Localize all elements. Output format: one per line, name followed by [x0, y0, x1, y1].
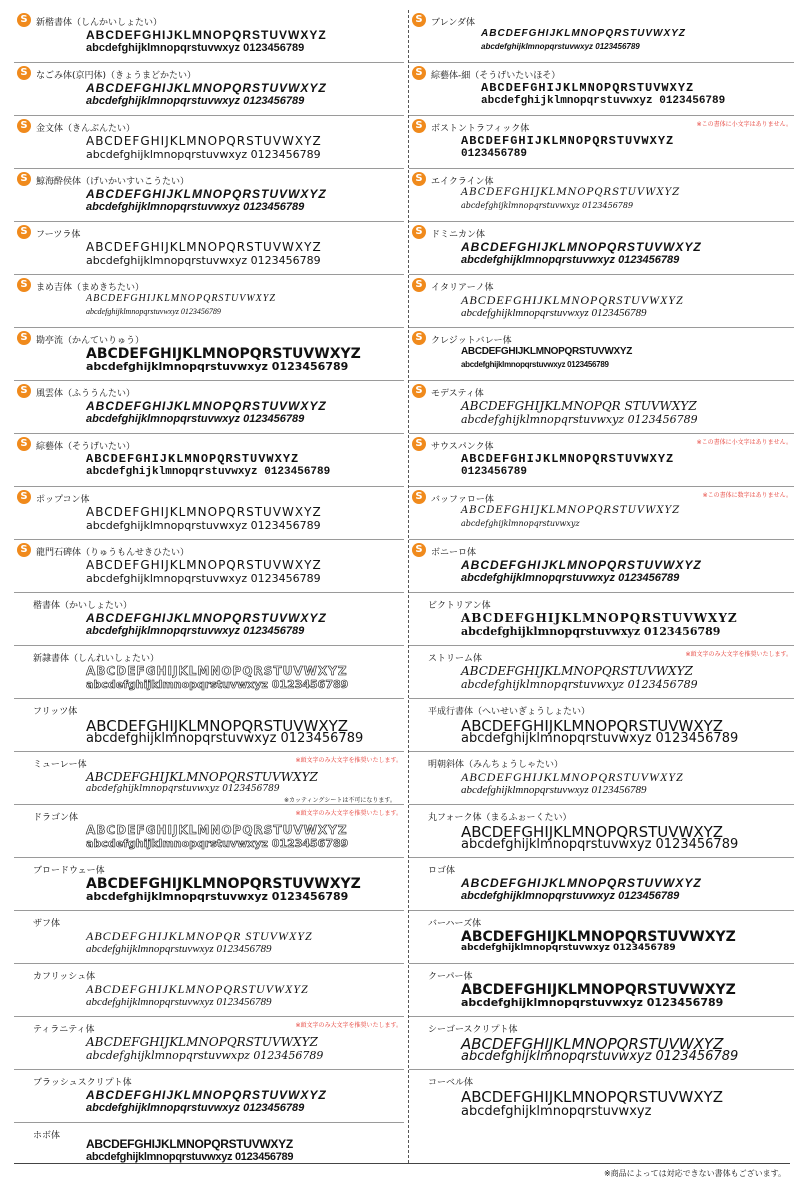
recommendation-note: ※頭文字のみ大文字を推奨いたします。: [685, 651, 792, 658]
font-name: ビクトリアン体: [428, 601, 491, 611]
font-sample-lower: abcdefghijklmnopqrstuvwxyz 0123456789: [86, 201, 305, 213]
font-sample-upper: ABCDEFGHIJKLMNOPQR STUVWXYZ: [461, 399, 697, 413]
font-row: [14, 1017, 404, 1070]
font-row: [409, 1017, 794, 1070]
font-sample-lower: abcdefghijklmnopqrstuvwxyz 0123456789: [461, 731, 739, 746]
font-sample-lower: abcdefghijklmnopqrstuvwxyz 0123456789: [86, 1102, 305, 1114]
font-name: 風雲体（ふううんたい）: [36, 389, 136, 399]
font-sample-lower: abcdefghijklmnopqrstuvwxpz 0123456789: [86, 1049, 324, 1062]
s-badge-icon: S: [17, 543, 31, 557]
font-row: [409, 116, 794, 169]
font-sample-upper: ABCDEFGHIJKLMNOPQRSTUVWXYZ: [86, 664, 348, 678]
font-row: [409, 169, 794, 222]
font-sample-lower: abcdefghijklmnopqrstuvwxyz 0123456789: [461, 625, 721, 638]
font-sample-lower: abcdefghijklmnopqrstuvwxyz 0123456789: [481, 95, 726, 107]
s-badge-icon: S: [17, 225, 31, 239]
font-sample-lower: abcdefghijklmnopqrstuvwxyz 0123456789: [461, 837, 739, 852]
font-sample-lower: abcdefghijklmnopqrstuvwxyz 0123456789: [461, 254, 680, 266]
s-badge-icon: S: [17, 331, 31, 345]
font-sample-lower: abcdefghijklmnopqrstuvwxyz 0123456789: [86, 784, 280, 794]
font-sample-lower: abcdefghijklmnopqrstuvwxyz 0123456789: [86, 254, 321, 267]
font-sample-lower: abcdefghijklmnopqrstuvwxyz 0123456789: [86, 678, 349, 691]
font-sample-upper: ABCDEFGHIJKLMNOPQRSTUVWXYZ: [481, 81, 695, 95]
font-row: [409, 1070, 794, 1122]
font-name: モデスティ体: [431, 389, 484, 399]
recommendation-note: ※頭文字のみ大文字を推奨いたします。: [295, 810, 402, 817]
font-row: [409, 593, 794, 646]
bottom-rule: [14, 1163, 790, 1164]
font-name: エイクライン体: [431, 177, 494, 187]
font-sample-lower: 0123456789: [461, 148, 528, 160]
font-sample-sheet: [14, 10, 794, 1163]
font-sample-lower: abcdefghijklmnopqrstuvwxyz 0123456789: [86, 943, 272, 955]
font-sample-upper: ABCDEFGHIJKLMNOPQRSTUVWXYZ: [461, 876, 702, 890]
font-row: [409, 222, 794, 275]
font-sample-lower: abcdefghijklmnopqrstuvwxyz 0123456789: [86, 42, 305, 54]
font-sample-lower: 0123456789: [461, 466, 528, 478]
font-row: [409, 434, 794, 487]
font-row: [409, 805, 794, 858]
no-lowercase-note: ※この書体に小文字はありません。: [696, 439, 792, 446]
font-row: [409, 328, 794, 381]
s-badge-icon: S: [412, 225, 426, 239]
font-sample-upper: ABCDEFGHIJKLMNOPQRSTUVWXYZ: [461, 293, 684, 307]
font-sample-upper: ABCDEFGHIJKLMNOPQRSTUVWXYZ: [86, 611, 327, 625]
font-row: [409, 275, 794, 328]
s-badge-icon: S: [17, 119, 31, 133]
font-sample-upper: ABCDEFGHIJKLMNOPQRSTUVWXYZ: [86, 81, 327, 95]
font-row: [409, 858, 794, 911]
font-sample-lower: abcdefghijklmnopqrstuvwxyz 0123456789: [86, 996, 272, 1008]
font-sample-lower: abcdefghijklmnopqrstuvwxyz 0123456789: [86, 360, 349, 373]
font-sample-upper: ABCDEFGHIJKLMNOPQRSTUVWXYZ: [461, 452, 675, 466]
font-sample-upper: ABCDEFGHIJKLMNOPQRSTUVWXYZ: [86, 187, 327, 201]
font-sample-upper: ABCDEFGHIJKLMNOPQRSTUVWXYZ: [86, 982, 309, 996]
font-row: [14, 434, 404, 487]
font-row: [14, 593, 404, 646]
font-name: 明朝斜体（みんちょうしゃたい）: [428, 760, 564, 770]
font-name: バーハーズ体: [428, 919, 482, 929]
font-row: [14, 911, 404, 964]
font-name: バッファロー体: [431, 495, 494, 505]
font-sample-lower: abcdefghijklmnopqrstuvwxyz 0123456789: [86, 148, 321, 161]
font-row: [14, 752, 404, 805]
font-sample-lower: abcdefghijklmnopqrstuvwxyz 0123456789: [461, 413, 698, 426]
recommendation-note: ※頭文字のみ大文字を推奨いたします。: [295, 757, 402, 764]
font-sample-lower: abcdefghijklmnopqrstuvwxyz 0123456789: [461, 572, 680, 584]
font-name: 楷書体（かいしょたい）: [33, 601, 133, 611]
font-row: [409, 540, 794, 593]
s-badge-icon: S: [17, 384, 31, 398]
font-sample-upper: ABCDEFGHIJKLMNOPQRSTUVWXYZ: [86, 346, 361, 362]
font-name: サウスパンク体: [431, 442, 494, 452]
font-row: [14, 964, 404, 1017]
s-badge-icon: S: [17, 172, 31, 186]
font-name: 勘亭流（かんていりゅう）: [36, 336, 145, 346]
font-name: フーツラ体: [36, 230, 81, 240]
font-row: [14, 328, 404, 381]
font-name: ティラニティ体: [33, 1025, 95, 1035]
font-name: シーゴースクリプト体: [428, 1025, 518, 1035]
font-sample-lower: abcdefghijklmnopqrstuvwxyz 0123456789: [461, 307, 647, 319]
font-row: [14, 699, 404, 752]
font-row: [409, 63, 794, 116]
s-badge-icon: S: [17, 437, 31, 451]
font-row: [409, 699, 794, 752]
font-sample-lower: abcdefghijklmnopqrstuvwxyz 0123456789: [86, 466, 331, 478]
font-sample-upper: ABCDEFGHIJKLMNOPQRSTUVWXYZ: [461, 929, 736, 945]
font-name: コーベル体: [428, 1078, 474, 1088]
font-sample-upper: ABCDEFGHIJKLMNOPQRSTUVWXYZ: [481, 28, 686, 39]
font-sample-upper: ABCDEFGHIJKLMNOPQRSTUVWXYZ: [461, 505, 681, 516]
font-sample-lower: abcdefghijklmnopqrstuvwxyz 0123456789: [86, 307, 221, 316]
s-badge-icon: S: [412, 66, 426, 80]
font-sample-upper: ABCDEFGHIJKLMNOPQRSTUVWXYZ: [86, 1035, 318, 1049]
s-badge-icon: S: [412, 278, 426, 292]
font-name: ストリーム体: [428, 654, 483, 664]
font-name: まめ吉体（まめきちたい）: [36, 283, 145, 293]
font-name: 新隷書体（しんれいしょたい）: [33, 654, 160, 664]
font-sample-upper: ABCDEFGHIJKLMNOPQRSTUVWXYZ: [86, 823, 348, 837]
font-name: カフリッシュ体: [33, 972, 96, 982]
font-name: ロゴ体: [428, 866, 456, 876]
font-sample-upper: ABCDEFGHIJKLMNOPQRSTUVWXYZ: [461, 611, 738, 625]
s-badge-icon: S: [412, 490, 426, 504]
footer-note: ※商品によっては対応できない書体もございます。: [603, 1169, 786, 1178]
font-row: [14, 540, 404, 593]
font-sample-lower: abcdefghijklmnopqrstuvwxyz 0123456789: [86, 519, 321, 532]
font-name: なごみ体(京円体)（きょうまどかたい）: [36, 71, 197, 81]
font-row: [409, 10, 794, 63]
font-name: 綜藝体（そうげいたい）: [36, 442, 136, 452]
font-sample-upper: ABCDEFGHIJKLMNOPQRSTUVWXYZ: [461, 664, 693, 678]
font-row: [14, 1123, 404, 1163]
font-name: 平成行書体（へいせいぎょうしょたい）: [428, 707, 591, 717]
font-sample-upper: ABCDEFGHIJKLMNOPQRSTUVWXYZ: [461, 982, 736, 998]
font-name: 丸フォーク体（まるふぉーくたい）: [428, 813, 572, 823]
font-row: [14, 805, 404, 858]
font-row: [14, 222, 404, 275]
font-row: [14, 275, 404, 328]
s-badge-icon: S: [412, 331, 426, 345]
font-name: 新楷書体（しんかいしょたい）: [36, 18, 163, 28]
font-sample-upper: ABCDEFGHIJKLMNOPQRSTUVWXYZ: [86, 717, 349, 735]
font-sample-lower: abcdefghijklmnopqrstuvwxyz 0123456789: [461, 678, 698, 691]
font-row: [14, 1070, 404, 1123]
font-sample-lower: abcdefghijklmnopqrstuvwxyz 0123456789: [86, 413, 305, 425]
font-sample-upper: ABCDEFGHIJKLMNOPQRSTUVWXYZ: [86, 1088, 327, 1102]
font-sample-upper: ABCDEFGHIJKLMNOPQRSTUVWXYZ: [86, 1137, 293, 1151]
font-sample-lower: abcdefghijklmnopqrstuvwxyz 0123456789: [461, 1049, 739, 1064]
font-row: [409, 487, 794, 540]
font-row: [14, 381, 404, 434]
font-sample-lower: abcdefghijklmnopqrstuvwxyz 0123456789: [86, 572, 321, 585]
font-row: [14, 10, 404, 63]
s-badge-icon: S: [412, 172, 426, 186]
font-row: [14, 858, 404, 911]
font-sample-upper: ABCDEFGHIJKLMNOPQRSTUVWXYZ: [86, 293, 276, 304]
font-row: [409, 381, 794, 434]
font-row: [14, 487, 404, 540]
font-row: [14, 63, 404, 116]
no-numbers-note: ※この書体に数字はありません。: [702, 492, 792, 499]
font-sample-lower: abcdefghijklmnopqrstuvwxyz 0123456789: [481, 42, 640, 51]
font-row: [14, 169, 404, 222]
font-row: [14, 116, 404, 169]
font-sample-lower: abcdefghijklmnopqrstuvwxyz 0123456789: [461, 890, 680, 902]
font-name: ブロードウェー体: [33, 866, 105, 876]
font-row: [409, 911, 794, 964]
font-name: ブラッシュスクリプト体: [33, 1078, 132, 1088]
font-sample-upper: ABCDEFGHIJKLMNOPQRSTUVWXYZ: [86, 452, 300, 466]
font-sample-lower: abcdefghijklmnopqrstuvwxyz 0123456789: [461, 360, 609, 369]
font-sample-lower: abcdefghijklmnopqrstuvwxyz 0123456789: [86, 1151, 294, 1163]
font-sample-upper: ABCDEFGHIJKLMNOPQR STUVWXYZ: [86, 929, 313, 943]
font-sample-upper: ABCDEFGHIJKLMNOPQRSTUVWXYZ: [86, 28, 327, 42]
font-sample-lower: abcdefghijklmnopqrstuvwxyz 0123456789: [461, 943, 676, 953]
font-sample-lower: abcdefghijklmnopqrstuvwxyz 0123456789: [461, 996, 724, 1009]
font-sample-upper: ABCDEFGHIJKLMNOPQRSTUVWXYZ: [461, 1035, 724, 1053]
font-name: ドミニカン体: [431, 230, 486, 240]
font-sample-upper: ABCDEFGHIJKLMNOPQRSTUVWXYZ: [461, 558, 702, 572]
font-sample-upper: ABCDEFGHIJKLMNOPQRSTUVWXYZ: [461, 240, 702, 254]
font-sample-lower: abcdefghijklmnopqrstuvwxyz 0123456789: [86, 625, 305, 637]
font-name: ミューレー体: [33, 760, 87, 770]
s-badge-icon: S: [412, 13, 426, 27]
font-name: 鯨海酔侯体（げいかいすいこうたい）: [36, 177, 190, 187]
font-name: 龍門石碑体（りゅうもんせきひたい）: [36, 548, 190, 558]
font-name: ポップコン体: [36, 495, 90, 505]
s-badge-icon: S: [412, 384, 426, 398]
cutting-sheet-note: ※カッティングシートは不可になります。: [284, 797, 396, 804]
font-sample-lower: abcdefghijklmnopqrstuvwxyz 0123456789: [461, 201, 634, 210]
font-name: イタリアーノ体: [431, 283, 494, 293]
font-sample-upper: ABCDEFGHIJKLMNOPQRSTUVWXYZ: [86, 134, 322, 148]
font-sample-upper: ABCDEFGHIJKLMNOPQRSTUVWXYZ: [461, 717, 724, 735]
font-sample-upper: ABCDEFGHIJKLMNOPQRSTUVWXYZ: [461, 770, 684, 784]
s-badge-icon: S: [17, 490, 31, 504]
font-sample-upper: ABCDEFGHIJKLMNOPQRSTUVWXYZ: [86, 240, 322, 254]
font-sample-upper: ABCDEFGHIJKLMNOPQRSTUVWXYZ: [86, 876, 361, 892]
font-sample-upper: ABCDEFGHIJKLMNOPQRSTUVWXYZ: [86, 505, 322, 519]
font-name: ブレンダ体: [431, 18, 476, 28]
font-sample-lower: abcdefghijklmnopqrstuvwxyz: [461, 519, 580, 528]
s-badge-icon: S: [412, 543, 426, 557]
font-row: [409, 752, 794, 805]
s-badge-icon: S: [412, 437, 426, 451]
font-sample-upper: ABCDEFGHIJKLMNOPQRSTUVWXYZ: [86, 770, 318, 784]
font-sample-lower: abcdefghijklmnopqrstuvwxyz 0123456789: [86, 837, 349, 850]
font-name: 綜藝体-細（そうげいたいほそ）: [431, 71, 561, 81]
s-badge-icon: S: [412, 119, 426, 133]
font-name: クレジットバレー体: [431, 336, 512, 346]
font-name: フリッツ体: [33, 707, 78, 717]
no-lowercase-note: ※この書体に小文字はありません。: [696, 121, 792, 128]
font-name: 金文体（きんぶんたい）: [36, 124, 136, 134]
font-name: ボストントラフィック体: [431, 124, 530, 134]
font-sample-upper: ABCDEFGHIJKLMNOPQRSTUVWXYZ: [461, 346, 633, 357]
recommendation-note: ※頭文字のみ大文字を推奨いたします。: [295, 1022, 402, 1029]
font-sample-lower: abcdefghijklmnopqrstuvwxyz 0123456789: [86, 890, 349, 903]
font-row: [14, 646, 404, 699]
font-sample-upper: ABCDEFGHIJKLMNOPQRSTUVWXYZ: [86, 399, 327, 413]
font-name: ホボ体: [33, 1131, 61, 1141]
font-sample-upper: ABCDEFGHIJKLMNOPQRSTUVWXYZ: [461, 1088, 724, 1106]
font-sample-upper: ABCDEFGHIJKLMNOPQRSTUVWXYZ: [461, 187, 681, 198]
font-row: [409, 964, 794, 1017]
font-sample-lower: abcdefghijklmnopqrstuvwxyz: [461, 1104, 652, 1119]
font-sample-upper: ABCDEFGHIJKLMNOPQRSTUVWXYZ: [461, 823, 724, 841]
font-sample-upper: ABCDEFGHIJKLMNOPQRSTUVWXYZ: [461, 134, 675, 148]
s-badge-icon: S: [17, 13, 31, 27]
font-row: [409, 646, 794, 699]
s-badge-icon: S: [17, 278, 31, 292]
font-sample-lower: abcdefghijklmnopqrstuvwxyz 0123456789: [461, 784, 647, 796]
font-name: クーパー体: [428, 972, 473, 982]
font-sample-lower: abcdefghijklmnopqrstuvwxyz 0123456789: [86, 731, 364, 746]
s-badge-icon: S: [17, 66, 31, 80]
font-name: ドラゴン体: [33, 813, 79, 823]
font-sample-upper: ABCDEFGHIJKLMNOPQRSTUVWXYZ: [86, 558, 322, 572]
font-name: ボニーロ体: [431, 548, 477, 558]
font-sample-lower: abcdefghijklmnopqrstuvwxyz 0123456789: [86, 95, 305, 107]
font-name: ザフ体: [33, 919, 61, 929]
